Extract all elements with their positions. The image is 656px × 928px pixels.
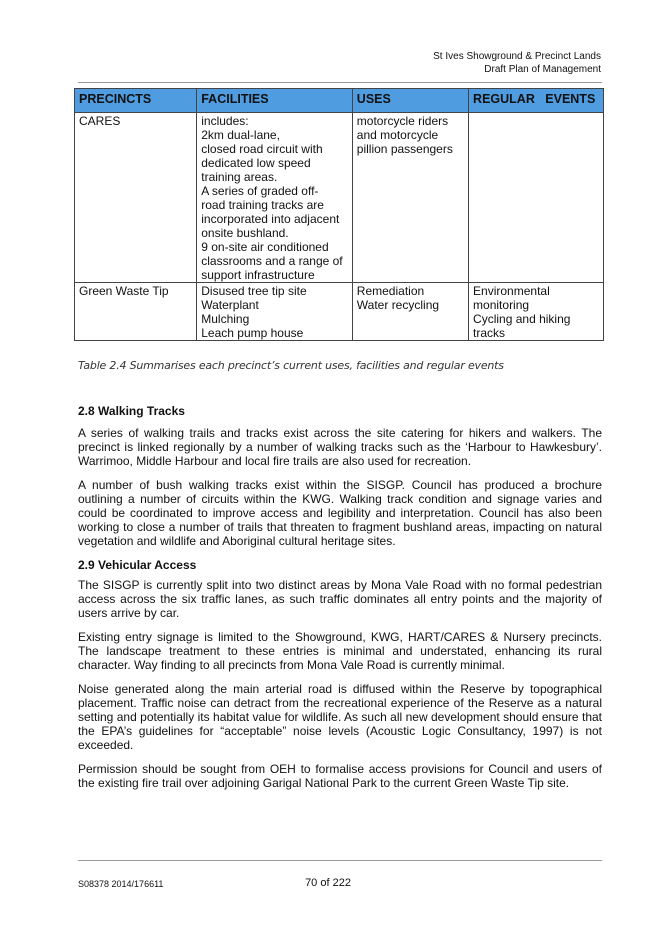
cell-line: support infrastructure [201, 268, 315, 282]
section-heading-vehicular-access: 2.9 Vehicular Access [78, 558, 197, 572]
cell-line: 9 on-site air conditioned [201, 240, 329, 254]
column-header-uses: USES [352, 89, 468, 113]
footer-rule [78, 860, 602, 861]
cell-line: incorporated into adjacent [201, 212, 340, 226]
cell-line: road training tracks are [201, 198, 324, 212]
cell-line: dedicated low speed [201, 156, 311, 170]
body-content [78, 404, 602, 800]
page-header [433, 50, 601, 76]
page-number: 70 of 222 [305, 877, 351, 889]
paragraph: Noise generated along the main arterial road is diffused within the Reserve by topographical placement. Traffic noise can detract from the recreational experience of the Reserve as a natural setting and potentially its habitat value for wildlife. As such all new development should ensure that the EPA’s guidelines for “acceptable” noise levels (Acoustic Logic Consultancy, 1997) is not exceeded. [78, 682, 602, 752]
facilities-cell [197, 113, 353, 283]
precinct-cell [75, 283, 197, 341]
column-header-precincts: PRECINCTS [75, 89, 197, 113]
cell-line: Waterplant [201, 298, 259, 312]
uses-cell [352, 283, 468, 341]
events-cell [469, 113, 604, 283]
table-row [75, 283, 604, 341]
column-header-facilities: FACILITIES [197, 89, 353, 113]
cell-line: 2km dual-lane, [201, 128, 280, 142]
cell-line: classrooms and a range of [201, 254, 343, 268]
column-header-regular-events: REGULAR EVENTS [469, 89, 604, 113]
cell-line: A series of graded off- [201, 184, 319, 198]
table-header-row [75, 89, 604, 113]
uses-cell [352, 113, 468, 283]
paragraph: A number of bush walking tracks exist within the SISGP. Council has produced a brochure outlining a number of circuits within the KWG. Walking track condition and signage varies and could be coordinated to improve access and legibility and interpretation. Council has also been working to close a number of trails that threaten to fragment bushland areas, impacting on natural vegetation and wildlife and Aboriginal cultural heritage sites. [78, 478, 602, 548]
cell-line: Green Waste Tip [79, 284, 169, 298]
cell-line: tracks [473, 326, 506, 340]
cell-line: Disused tree tip site [201, 284, 307, 298]
cell-line: Water recycling [356, 298, 440, 312]
header-subtitle: Draft Plan of Management [484, 64, 601, 75]
events-cell [469, 283, 604, 341]
paragraph: Existing entry signage is limited to the Showground, KWG, HART/CARES & Nursery precincts. The landscape treatment to these entries is minimal and understated, enhancing its rural character. Way finding to all precincts from Mona Vale Road is currently minimal. [78, 630, 602, 672]
cell-line: Mulching [201, 312, 250, 326]
paragraph: Permission should be sought from OEH to formalise access provisions for Council and users of the existing fire trail over adjoining Garigal National Park to the current Green Waste Tip site. [78, 762, 602, 790]
cell-line: monitoring [473, 298, 530, 312]
paragraph: The SISGP is currently split into two distinct areas by Mona Vale Road with no formal pedestrian access across the six traffic lanes, as such traffic dominates all entry points and the majority of users arrive by car. [78, 578, 602, 620]
cell-line: includes: [201, 114, 249, 128]
document-reference: S08378 2014/176611 [78, 879, 164, 889]
header-title: St Ives Showground & Precinct Lands [433, 51, 601, 62]
cell-line: training areas. [201, 170, 278, 184]
paragraph: A series of walking trails and tracks exist across the site catering for hikers and walkers. The precinct is linked regionally by a number of walking tracks such as the ‘Harbour to Hawkesbury’. Warrimoo, Middle Harbour and local fire trails are also used for recreation. [78, 426, 602, 468]
cell-line: pillion passengers [356, 142, 453, 156]
cell-line: motorcycle riders [356, 114, 449, 128]
table-caption: Table 2.4 Summarises each precinct’s current uses, facilities and regular events [78, 359, 504, 372]
cell-line: CARES [79, 114, 121, 128]
cell-line: Remediation [356, 284, 425, 298]
precincts-table [74, 88, 604, 341]
cell-line: Cycling and hiking [473, 312, 571, 326]
facilities-cell [197, 283, 353, 341]
cell-line: onsite bushland. [201, 226, 289, 240]
cell-line: and motorcycle [356, 128, 439, 142]
precinct-cell [75, 113, 197, 283]
section-heading-walking-tracks: 2.8 Walking Tracks [78, 404, 185, 418]
cell-line: closed road circuit with [201, 142, 323, 156]
header-rule [78, 82, 602, 83]
cell-line: Leach pump house [201, 326, 304, 340]
table-row [75, 113, 604, 283]
cell-line: Environmental [473, 284, 550, 298]
